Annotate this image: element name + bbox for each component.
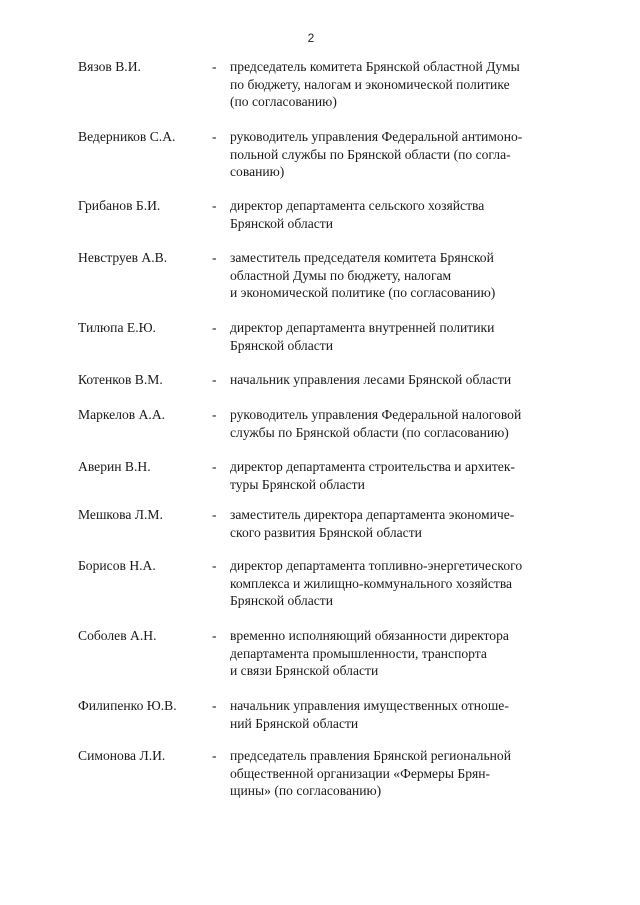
member-dash: - xyxy=(212,198,217,213)
member-role xyxy=(230,128,560,181)
member-dash: - xyxy=(212,129,217,144)
member-name: Симонова Л.И. xyxy=(78,748,166,763)
member-role-line: общественной организации «Фермеры Брян- xyxy=(230,765,491,781)
member-role-line: и экономической политике (по согласованию) xyxy=(230,285,496,300)
member-role-line: директор департамента внутренней политики xyxy=(230,320,495,335)
member-role-line: заместитель председателя комитета Брянской xyxy=(230,250,494,265)
member-dash: - xyxy=(212,507,217,522)
member-dash: - xyxy=(212,59,217,74)
member-role xyxy=(230,249,560,302)
page-number: 2 xyxy=(307,31,315,45)
member-role-line: по бюджету, налогам и экономической политике xyxy=(230,76,510,92)
member-role-line: директор департамента строительства и архитек- xyxy=(230,459,515,474)
member-name: Мешкова Л.М. xyxy=(78,507,163,522)
member-role-line: ского развития Брянской области xyxy=(230,524,422,540)
member-dash: - xyxy=(212,407,217,422)
member-role xyxy=(230,58,560,111)
member-role-line: начальник управления имущественных отноше- xyxy=(230,698,509,713)
member-role-line: руководитель управления Федеральной налоговой xyxy=(230,407,522,422)
member-role-line: польной службы по Брянской области (по согла- xyxy=(230,146,511,162)
member-role xyxy=(230,371,560,389)
member-dash: - xyxy=(212,372,217,387)
member-role xyxy=(230,319,560,354)
member-role-line: областной Думы по бюджету, налогам xyxy=(230,267,452,283)
member-dash: - xyxy=(212,250,217,265)
member-role-line: председатель комитета Брянской областной Думы xyxy=(230,59,520,74)
member-role xyxy=(230,747,560,800)
member-role xyxy=(230,197,560,232)
member-role xyxy=(230,458,560,493)
member-name: Ведерников С.А. xyxy=(78,129,176,144)
member-role-line: сованию) xyxy=(230,164,285,179)
member-dash: - xyxy=(212,748,217,763)
member-role xyxy=(230,697,560,732)
member-role-line: (по согласованию) xyxy=(230,94,337,109)
member-role-line: председатель правления Брянской региональной xyxy=(230,748,511,763)
member-role-line: Брянской области xyxy=(230,337,333,353)
member-role xyxy=(230,627,560,680)
member-role-line: и связи Брянской области xyxy=(230,663,379,678)
member-role-line: начальник управления лесами Брянской области xyxy=(230,372,512,387)
member-role-line: директор департамента сельского хозяйства xyxy=(230,198,485,213)
member-role-line: службы по Брянской области (по согласованию) xyxy=(230,424,509,440)
member-role-line: Брянской области xyxy=(230,215,333,231)
member-role-line: руководитель управления Федеральной антимоно- xyxy=(230,129,523,144)
member-dash: - xyxy=(212,698,217,713)
member-role-line: ний Брянской области xyxy=(230,715,359,731)
member-name: Аверин В.Н. xyxy=(78,459,151,474)
member-name: Филипенко Ю.В. xyxy=(78,698,177,713)
member-name: Невструев А.В. xyxy=(78,250,168,265)
member-name: Соболев А.Н. xyxy=(78,628,157,643)
member-name: Грибанов Б.И. xyxy=(78,198,161,213)
member-name: Котенков В.М. xyxy=(78,372,163,387)
member-name: Тилюпа Е.Ю. xyxy=(78,320,156,335)
member-role xyxy=(230,406,560,441)
member-role-line: Брянской области xyxy=(230,593,333,608)
member-dash: - xyxy=(212,558,217,573)
member-dash: - xyxy=(212,320,217,335)
member-role-line: заместитель директора департамента экономиче- xyxy=(230,507,515,522)
member-name: Маркелов А.А. xyxy=(78,407,166,422)
member-role-line: комплекса и жилищно-коммунального хозяйства xyxy=(230,575,513,591)
member-name: Вязов В.И. xyxy=(78,59,141,74)
member-role-line: директор департамента топливно-энергетического xyxy=(230,558,523,573)
member-name: Борисов Н.А. xyxy=(78,558,156,573)
member-role-line: туры Брянской области xyxy=(230,476,365,492)
member-role xyxy=(230,506,560,541)
member-role-line: временно исполняющий обязанности директора xyxy=(230,628,509,643)
member-dash: - xyxy=(212,628,217,643)
member-role-line: щины» (по согласованию) xyxy=(230,783,382,798)
member-dash: - xyxy=(212,459,217,474)
member-role xyxy=(230,557,560,610)
member-role-line: департамента промышленности, транспорта xyxy=(230,645,487,661)
